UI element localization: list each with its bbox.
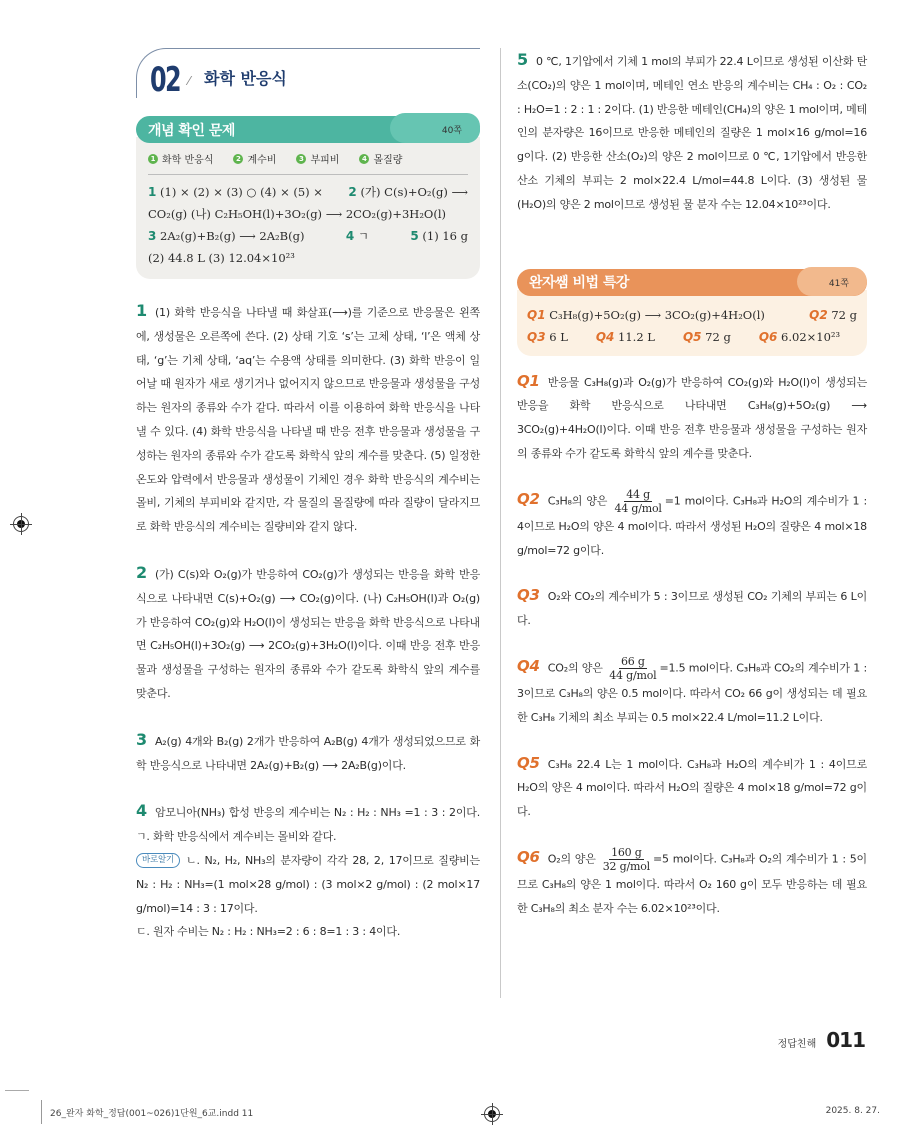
fraction: $\frac{66 g}{\text{44 g/mol}}$ [609, 654, 657, 682]
answer-1: (1) × (2) × (3) ○ (4) × (5) × [160, 185, 323, 199]
q6-explanation: Q6 O₂의 양은 $\frac{160 g}{\text{32 g/mol}}$ =5 mol이다. C₃H₈과 O₂의 계수비가 1 : 5이므로 C₃H₈의 양은 1 mol이다. 따라서 O₂ 160 g이 모두 반응하는 데 필요한 C₃H₈의 최소 분자 수는 6.02×10²³이다. [517, 845, 867, 915]
answer-line: 1 (1) × (2) × (3) ○ (4) × (5) × 2 (가) C(s)+O₂(g) ⟶ [148, 185, 468, 199]
question-number: Q5 [517, 753, 540, 772]
page-footer [778, 1028, 865, 1052]
explanation-number: 1 [136, 301, 147, 320]
explanation-3: 3 A₂(g) 4개와 B₂(g) 2개가 반응하여 A₂B(g) 4개가 생성되었으므로 화학 반응식으로 나타내면 2A₂(g)+B₂(g) ⟶ 2A₂B(g)이다. [136, 729, 480, 772]
concept-box-body [136, 137, 480, 279]
answer-2a: (가) C(s)+O₂(g) ⟶ [360, 185, 468, 199]
answer-2b: CO₂(g) (나) C₂H₅OH(l)+3O₂(g) ⟶ 2CO₂(g)+3H₂O(l) [148, 207, 447, 221]
question-number: Q6 [517, 848, 540, 867]
answer-4: ㄱ [357, 229, 369, 243]
header-tab-decoration [390, 113, 480, 143]
keyword-item: 4 몰질량 [359, 151, 402, 166]
fraction: $\frac{44 g}{\text{44 g/mol}}$ [614, 487, 662, 515]
column-divider [500, 48, 501, 998]
concept-box-title: 개념 확인 문제 [148, 122, 235, 139]
answer-5a: (1) 16 g [422, 229, 468, 243]
correction-badge: 바로알기 [136, 853, 180, 868]
explanation-1: 1 (1) 화학 반응식을 나타낼 때 화살표(⟶)를 기준으로 반응물은 왼쪽에, 생성물은 오른쪽에 쓴다. (2) 상태 기호 ‘s’는 고체 상태, ‘l’은 액체 상태, ‘g’는 기체 상태, ‘aq’는 수용액 상태를 의미한다. (3) 화학 반응이 일어날 때 원자가 새로 생기거나 없어지지 않으므로 반응물과 생성물을 구성하는 원자의 종류와 수가 같다. 따라서 이를 이용하여 화학 반응식을 나타낼 수 있다. (4) 화학 반응식을 나타낼 때 반응 전후 반응물과 생성물을 구성하는 원자의 종류와 수가 같도록 화학식 앞의 계수를 맞춘다. (5) 일정한 온도와 압력에서 반응물과 생성물이 기체인 경우 화학 반응식의 계수비는 몰비, 기체의 부피비와 같지만, 각 물질의 몰질량에 따라 질량이 달라지므로 화학 반응식의 계수비는 질량비와 같지 않다. [136, 301, 480, 534]
keyword-item: 2 계수비 [233, 151, 276, 166]
keyword-item: 1 화학 반응식 [148, 151, 213, 166]
explanation-2: 2 (가) C(s)와 O₂(g)가 반응하여 CO₂(g)가 생성되는 반응을 화학 반응식으로 나타내면 C(s)+O₂(g) ⟶ CO₂(g)이다. (나) C₂H₅OH(l)과 O₂(g)가 반응하여 CO₂(g)와 H₂O(l)이 생성되는 반응을 화학 반응식으로 나타내면 C₂H₅OH(l)+3O₂(g) ⟶ 2CO₂(g)+3H₂O(l)이다. 이때 반응 전후 반응물과 생성물을 구성하는 원자의 종류와 수가 같도록 화학식 앞의 계수를 맞춘다. [136, 562, 480, 700]
chapter-slash: ⁄ [188, 74, 191, 88]
special-box-page: 41쪽 [828, 278, 849, 289]
chapter-title: 화학 반응식 [204, 69, 287, 88]
concept-check-box [136, 116, 480, 279]
special-box-header [517, 269, 867, 296]
right-column [517, 48, 867, 921]
chapter-arc-decoration [136, 48, 480, 98]
keyword-row [148, 151, 468, 175]
special-box-body [517, 290, 867, 356]
chapter-header [136, 48, 480, 106]
number-circle-icon: 4 [359, 154, 369, 164]
slug-bar [41, 1100, 42, 1124]
answer-3: 2A₂(g)+B₂(g) ⟶ 2A₂B(g) [160, 229, 305, 243]
keyword-item: 3 부피비 [296, 151, 339, 166]
registration-mark-bottom [484, 1106, 500, 1122]
q4-explanation: Q4 CO₂의 양은 $\frac{66 g}{\text{44 g/mol}}$ =1.5 mol이다. C₃H₈과 CO₂의 계수비가 1 : 3이므로 C₃H₈의 양은 0.5 mol이다. 따라서 CO₂ 66 g이 생성되는 데 필요한 C₃H₈ 기체의 최소 부피는 0.5 mol×22.4 L/mol=11.2 L이다. [517, 654, 867, 724]
fraction: $\frac{160 g}{\text{32 g/mol}}$ [602, 845, 650, 873]
q2-explanation: Q2 C₃H₈의 양은 $\frac{44 g}{\text{44 g/mol}}$ =1 mol이다. C₃H₈과 H₂O의 계수비가 1 : 4이므로 H₂O의 양은 4 mol이다. 따라서 생성된 H₂O의 질량은 4 mol×18 g/mol=72 g이다. [517, 487, 867, 557]
slug-date: 2025. 8. 27. [825, 1106, 880, 1116]
q5-explanation: Q5 C₃H₈ 22.4 L는 1 mol이다. C₃H₈과 H₂O의 계수비가 1 : 4이므로 H₂O의 양은 4 mol이다. 따라서 H₂O의 질량은 4 mol×18 g/mol=72 g이다. [517, 753, 867, 819]
number-circle-icon: 1 [148, 154, 158, 164]
special-lecture-box [517, 269, 867, 356]
question-number: Q2 [517, 490, 540, 509]
answer-line: 3 2A₂(g)+B₂(g) ⟶ 2A₂B(g) 4 ㄱ 5 (1) 16 g [148, 229, 468, 243]
section-label: 정답친해 [777, 1039, 817, 1050]
registration-mark-left [13, 516, 29, 532]
left-column [136, 48, 480, 944]
concept-box-header [136, 116, 480, 143]
question-number: Q3 [517, 586, 540, 605]
special-box-title: 완자쌤 비법 특강 [529, 275, 629, 292]
answer-5b: (2) 44.8 L (3) 12.04×10²³ [148, 251, 295, 265]
explanation-5: 5 0 ℃, 1기압에서 기체 1 mol의 부피가 22.4 L이므로 생성된 이산화 탄소(CO₂)의 양은 1 mol이며, 메테인 연소 반응의 계수비는 CH₄ : O₂ : CO₂ : H₂O=1 : 2 : 1 : 2이다. (1) 반응한 메테인(CH₄)의 양은 1 mol이며, 메테인의 분자량은 16이므로 반응한 메테인의 질량은 1 mol×16 g/mol=16 g이다. (2) 반응한 산소(O₂)의 양은 2 mol이므로 0 ℃, 1기압에서 반응한 산소 기체의 부피는 2 mol×22.4 L/mol=44.8 L이다. (3) 생성된 물(H₂O)의 양은 2 mol이므로 생성된 물 분자 수는 12.04×10²³이다. [517, 50, 867, 211]
explanation-number: 2 [136, 562, 147, 582]
explanation-4: 4 암모니아(NH₃) 합성 반응의 계수비는 N₂ : H₂ : NH₃ =1 : 3 : 2이다. ㄱ. 화학 반응식에서 계수비는 몰비와 같다. 바로알기 ㄴ. N₂, H₂, NH₃의 분자량이 각각 28, 2, 17이므로 질량비는 N₂ : H₂ : NH₃=(1 mol×28 g/mol) : (3 mol×2 g/mol) : (2 mol×17 g/mol)=14 : 3 : 17이다. ㄷ. 원자 수비는 N₂ : H₂ : NH₃=2 : 6 : 8=1 : 3 : 4이다. [136, 801, 480, 939]
explanation-number: 4 [136, 801, 147, 821]
crop-mark [5, 1090, 29, 1091]
explanation-number: 5 [517, 50, 528, 69]
question-number: Q1 [517, 371, 540, 390]
question-number: Q4 [517, 657, 540, 676]
slug-filename: 26_완자 화학_정답(001~026)1단원_6교.indd 11 [50, 1109, 254, 1119]
concept-answers [148, 181, 468, 269]
chapter-number: 02 [150, 60, 181, 100]
explanation-number: 3 [136, 729, 147, 749]
number-circle-icon: 3 [296, 154, 306, 164]
page-number: 011 [826, 1028, 865, 1052]
number-circle-icon: 2 [233, 154, 243, 164]
q1-explanation: Q1 반응물 C₃H₈(g)과 O₂(g)가 반응하여 CO₂(g)와 H₂O(l)이 생성되는 반응을 화학 반응식으로 나타내면 C₃H₈(g)+5O₂(g) ⟶ 3CO₂(g)+4H₂O(l)이다. 이때 반응 전후 반응물과 생성물을 구성하는 원자의 종류와 수가 같도록 화학식 앞의 계수를 맞춘다. [517, 371, 867, 460]
concept-box-page: 40쪽 [441, 126, 462, 136]
q3-explanation: Q3 O₂와 CO₂의 계수비가 5 : 3이므로 생성된 CO₂ 기체의 부피는 6 L이다. [517, 586, 867, 628]
special-answers: Q1 C₃H₈(g)+5O₂(g) ⟶ 3CO₂(g)+4H₂O(l) Q2 72 g Q3 6 L Q4 11.2 L Q5 72 g Q6 6.02×10²³ [527, 307, 857, 344]
